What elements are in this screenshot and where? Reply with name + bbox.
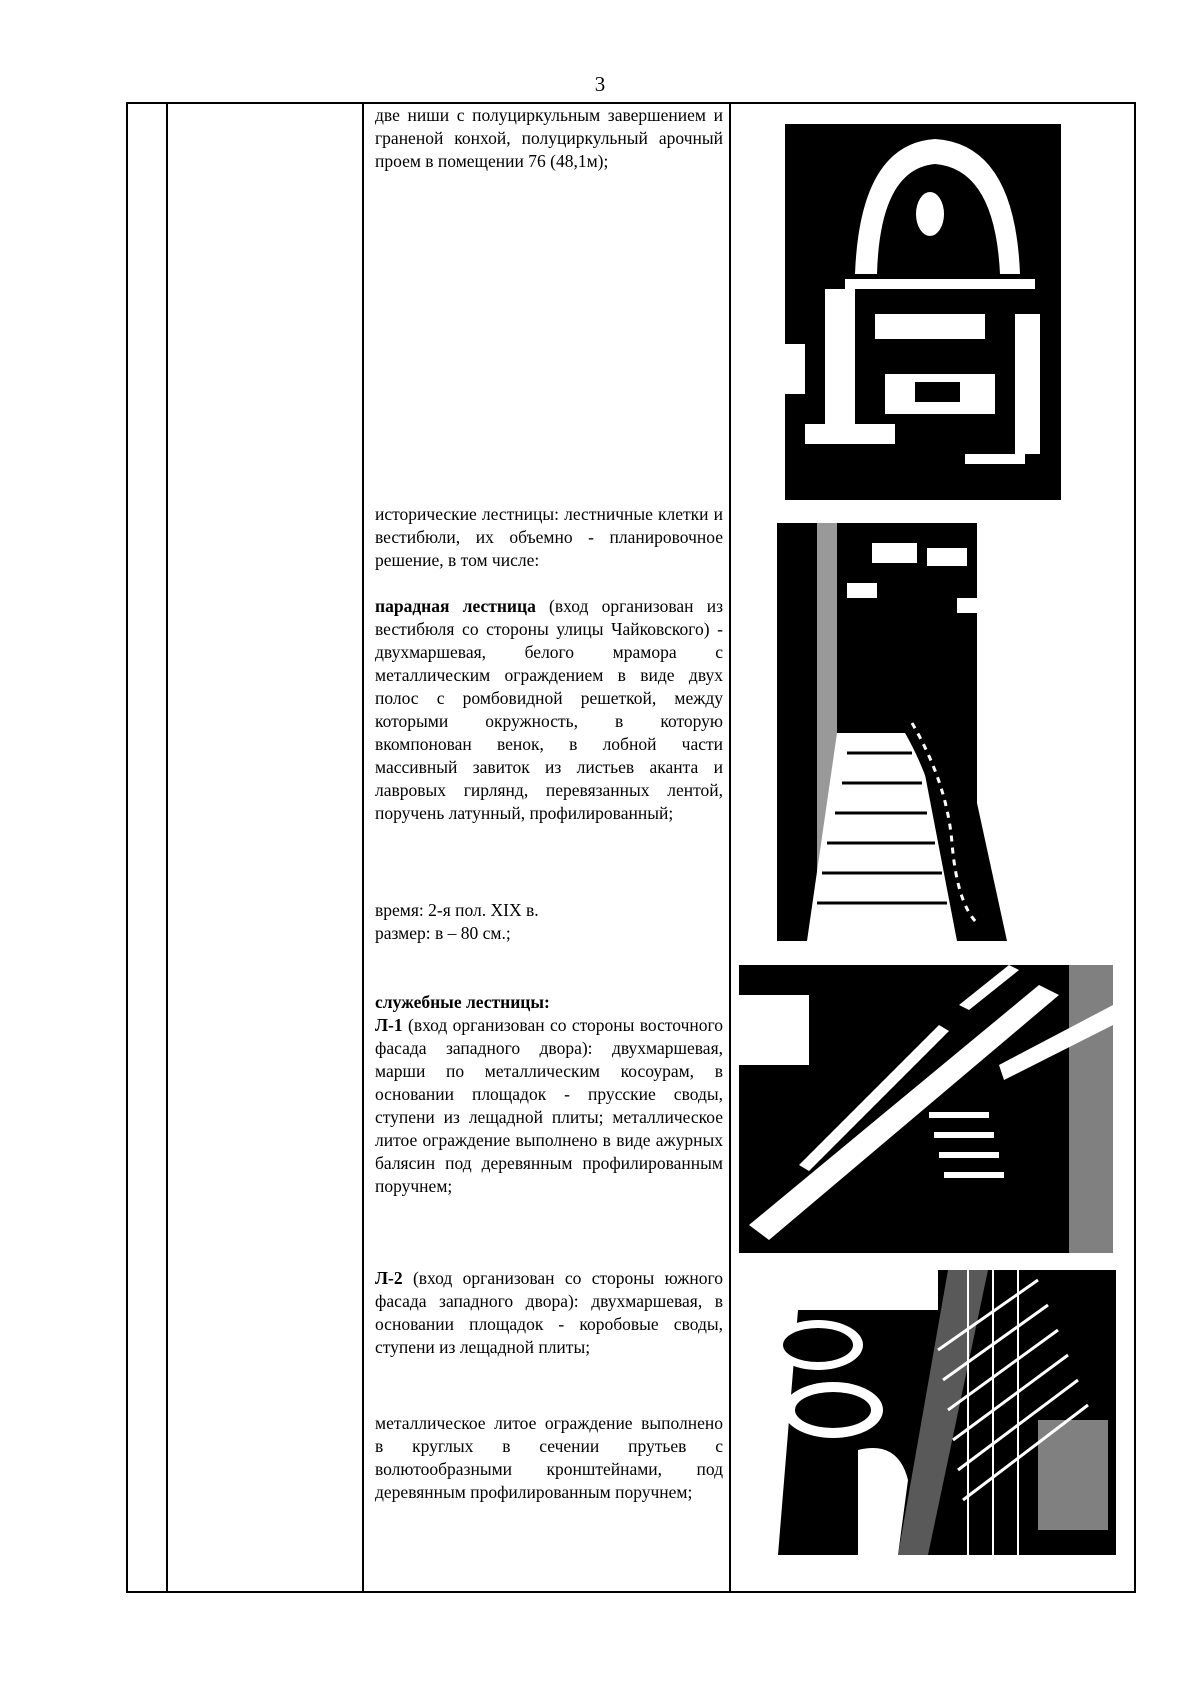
main-staircase-title: парадная лестница — [375, 596, 536, 616]
niches-paragraph: две ниши с полуциркульным завершением и граненой конхой, полуциркульный арочный проем в помещении 76 (48,1м); — [375, 105, 723, 171]
l2-railing-paragraph: металлическое литое ограждение выполнено в круглых в сечении прутьев с волютообразными кронштейнами, под деревянным профилированным поручнем; — [375, 1413, 723, 1502]
service-staircase-l2-photo — [738, 1270, 1116, 1555]
size-line: размер: в – 80 см.; — [375, 923, 511, 943]
l1-label: Л-1 — [375, 1015, 403, 1035]
l2-description: (вход организован со стороны южного фасада западного двора): двухмаршевая, в основании площадок - коробовые своды, ступени из лещадной плиты; — [375, 1268, 723, 1357]
text-block-stairs-intro — [375, 503, 723, 572]
l1-description: (вход организован со стороны восточного фасада западного двора): двухмаршевая, марши по металлическим косоурам, в основании площадок - прусские своды, ступени из лещадной плиты; металлическое литое ограждение выполнено в виде ажурных балясин под деревянным профилированным поручнем; — [375, 1015, 723, 1196]
time-line: время: 2-я пол. XIX в. — [375, 900, 539, 920]
text-block-niches — [375, 104, 723, 173]
main-staircase-paragraph — [375, 595, 723, 825]
text-block-main-staircase — [375, 595, 723, 825]
niche-arch-photo — [785, 124, 1061, 500]
main-staircase-photo — [777, 523, 1063, 941]
service-staircase-l1-photo — [739, 965, 1113, 1253]
page-number: 3 — [594, 72, 606, 96]
text-block-dating — [375, 899, 723, 945]
service-stairs-title: служебные лестницы: — [375, 992, 550, 1012]
text-block-l2 — [375, 1267, 723, 1359]
l2-label: Л-2 — [375, 1268, 403, 1288]
column-divider-1 — [166, 102, 168, 1593]
l2-paragraph — [375, 1267, 723, 1359]
text-block-service-stairs — [375, 991, 723, 1198]
column-divider-3 — [729, 102, 731, 1593]
stairs-intro-paragraph: исторические лестницы: лестничные клетки и вестибюли, их объемно - планировочное решение, в том числе: — [375, 504, 723, 570]
column-divider-2 — [362, 102, 364, 1593]
l1-paragraph — [375, 1014, 723, 1198]
main-staircase-description: (вход организован из вестибюля со стороны улицы Чайковского) - двухмаршевая, белого мрамора с металлическим ограждением в виде двух полос с ромбовидной решеткой, между которыми окружность, в которую вкомпонован венок, в лобной части массивный завиток из листьев аканта и лавровых гирлянд, перевязанных лентой, поручень латунный, профилированный; — [375, 596, 723, 823]
text-block-l2-railing — [375, 1412, 723, 1504]
